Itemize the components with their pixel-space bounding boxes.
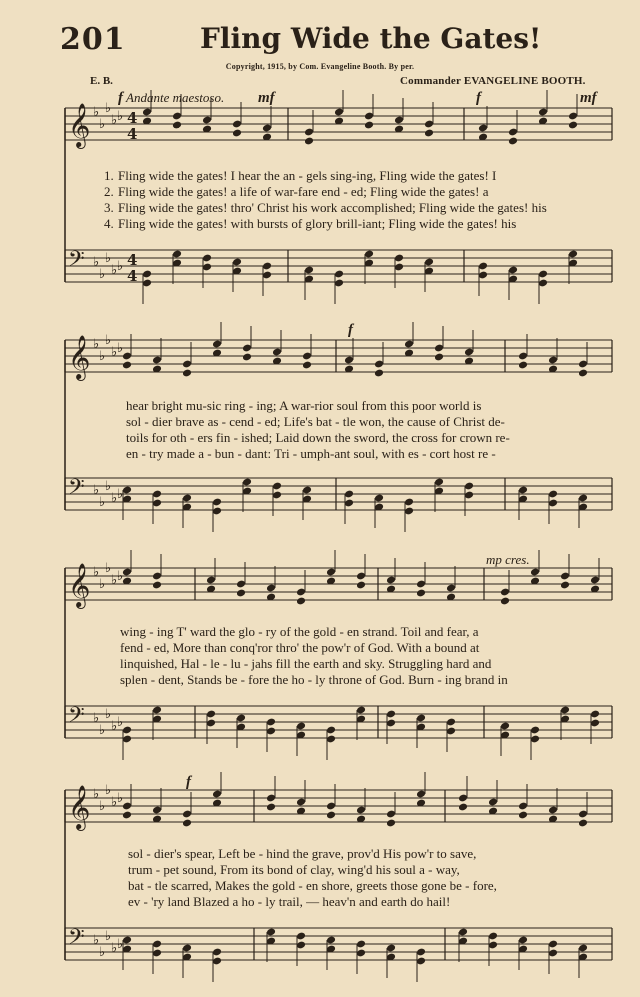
lyric-line: ev - 'ry land Blazed a ho - ly trail, — heav'n and earth do hail!: [128, 894, 451, 909]
flat-sign: ♭: [99, 577, 106, 592]
flat-sign: ♭: [117, 937, 124, 952]
note-head: [232, 129, 242, 138]
note-head: [152, 581, 162, 590]
lyric-line: 1. Fling wide the gates! I hear the an - gels sing-ing, Fling wide the gates! I: [104, 168, 497, 183]
note-head: [386, 819, 396, 828]
dynamic-f: f: [476, 90, 481, 106]
note-head: [266, 803, 276, 812]
time-signature: 4: [127, 251, 138, 269]
copyright-notice: Copyright, 1915, by Com. Evangeline Booth. By per.: [225, 62, 415, 71]
flat-sign: ♭: [117, 715, 124, 730]
lyric-line: en - try made a - bun - dant: Tri - umph-ant soul, with es - cort host re -: [126, 446, 496, 461]
flat-sign: ♭: [105, 707, 112, 722]
note-head: [434, 353, 444, 362]
flat-sign: ♭: [99, 117, 106, 132]
time-signature: 4: [127, 109, 138, 127]
note-head: [182, 819, 192, 828]
flat-sign: ♭: [117, 259, 124, 274]
bass-clef: 𝄢: [68, 703, 85, 733]
flat-sign: ♭: [111, 263, 118, 278]
note-head: [236, 589, 246, 598]
flat-sign: ♭: [99, 267, 106, 282]
dynamic-mf-end: mf: [580, 90, 597, 106]
flat-sign: ♭: [111, 941, 118, 956]
note-head: [416, 589, 426, 598]
note-head: [458, 803, 468, 812]
lyric-line: splen - dent, Stands be - fore the ho - ly throne of God. Burn - ing brand in: [120, 672, 508, 687]
lyric-line: sol - dier's spear, Left be - hind the grave, prov'd His pow'r to save,: [128, 846, 477, 861]
flat-sign: ♭: [117, 569, 124, 584]
note-head: [326, 811, 336, 820]
note-head: [578, 819, 588, 828]
treble-clef: 𝄞: [68, 563, 91, 607]
note-head: [122, 811, 132, 820]
note-head: [364, 121, 374, 130]
note-head: [356, 581, 366, 590]
time-signature: 4: [127, 125, 138, 143]
flat-sign: ♭: [93, 337, 100, 352]
flat-sign: ♭: [111, 345, 118, 360]
tempo-marking: f Andante maestoso.: [118, 90, 225, 106]
time-signature: 4: [127, 267, 138, 285]
flat-sign: ♭: [105, 783, 112, 798]
flat-sign: ♭: [93, 565, 100, 580]
flat-sign: ♭: [105, 561, 112, 576]
dynamic-mf: mf: [258, 90, 275, 106]
flat-sign: ♭: [111, 491, 118, 506]
flat-sign: ♭: [93, 105, 100, 120]
hymn-number: 201: [60, 22, 126, 57]
note-head: [560, 581, 570, 590]
flat-sign: ♭: [93, 483, 100, 498]
lyric-line: toils for oth - ers fin - ished; Laid down the sword, the cross for crown re-: [126, 430, 510, 445]
bass-clef: 𝄢: [68, 925, 85, 955]
bass-clef: 𝄢: [68, 475, 85, 505]
lyric-line: hear bright mu-sic ring - ing; A war-rior soul from this poor world is: [126, 398, 482, 413]
flat-sign: ♭: [93, 787, 100, 802]
lyricist-credit: E. B.: [90, 75, 113, 87]
flat-sign: ♭: [99, 945, 106, 960]
flat-sign: ♭: [105, 333, 112, 348]
note-head: [122, 361, 132, 370]
note-head: [508, 137, 518, 146]
note-head: [304, 137, 314, 146]
bass-clef: 𝄢: [68, 247, 85, 277]
note-head: [518, 811, 528, 820]
flat-sign: ♭: [117, 791, 124, 806]
flat-sign: ♭: [105, 929, 112, 944]
lyric-line: fend - ed, More than conq'ror thro' the pow'r of God. With a bound at: [120, 640, 480, 655]
flat-sign: ♭: [93, 711, 100, 726]
note-head: [172, 121, 182, 130]
flat-sign: ♭: [99, 495, 106, 510]
flat-sign: ♭: [111, 795, 118, 810]
note-head: [242, 353, 252, 362]
composer-credit: Commander EVANGELINE BOOTH.: [400, 75, 586, 87]
flat-sign: ♭: [117, 109, 124, 124]
flat-sign: ♭: [111, 573, 118, 588]
note-head: [296, 597, 306, 606]
note-head: [302, 361, 312, 370]
note-head: [578, 369, 588, 378]
dynamic-mp-cres: mp cres.: [486, 552, 530, 567]
lyric-line: wing - ing T' ward the glo - ry of the gold - en strand. Toil and fear, a: [120, 624, 479, 639]
flat-sign: ♭: [105, 479, 112, 494]
treble-clef: 𝄞: [68, 335, 91, 379]
lyric-line: 3. Fling wide the gates! thro' Christ his work accomplished; Fling wide the gates! his: [104, 200, 547, 215]
flat-sign: ♭: [99, 723, 106, 738]
flat-sign: ♭: [111, 719, 118, 734]
lyric-line: 4. Fling wide the gates! with bursts of glory brill-iant; Fling wide the gates! his: [104, 216, 517, 231]
note-head: [424, 129, 434, 138]
note-head: [182, 369, 192, 378]
flat-sign: ♭: [117, 341, 124, 356]
lyric-line: trum - pet sound, From its bond of clay, wing'd his soul a - way,: [128, 862, 460, 877]
note-head: [518, 361, 528, 370]
note-head: [374, 369, 384, 378]
lyric-line: 2. Fling wide the gates! a life of war-fare end - ed; Fling wide the gates! a: [104, 184, 489, 199]
note-head: [500, 597, 510, 606]
flat-sign: ♭: [117, 487, 124, 502]
flat-sign: ♭: [93, 255, 100, 270]
flat-sign: ♭: [105, 101, 112, 116]
lyric-line: linquished, Hal - le - lu - jahs fill the earth and sky. Struggling hard and: [120, 656, 492, 671]
note-head: [568, 121, 578, 130]
hymn-title: Fling Wide the Gates!: [200, 22, 542, 55]
flat-sign: ♭: [93, 933, 100, 948]
lyric-line: sol - dier brave as - cend - ed; Life's bat - tle won, the cause of Christ de-: [126, 414, 505, 429]
flat-sign: ♭: [111, 113, 118, 128]
treble-clef: 𝄞: [68, 103, 91, 147]
flat-sign: ♭: [99, 349, 106, 364]
lyric-line: bat - tle scarred, Makes the gold - en shore, greets those gone be - fore,: [128, 878, 497, 893]
treble-clef: 𝄞: [68, 785, 91, 829]
flat-sign: ♭: [99, 799, 106, 814]
dynamic-f-system-4: f: [186, 774, 191, 790]
flat-sign: ♭: [105, 251, 112, 266]
dynamic-f-system-2: f: [348, 322, 353, 338]
